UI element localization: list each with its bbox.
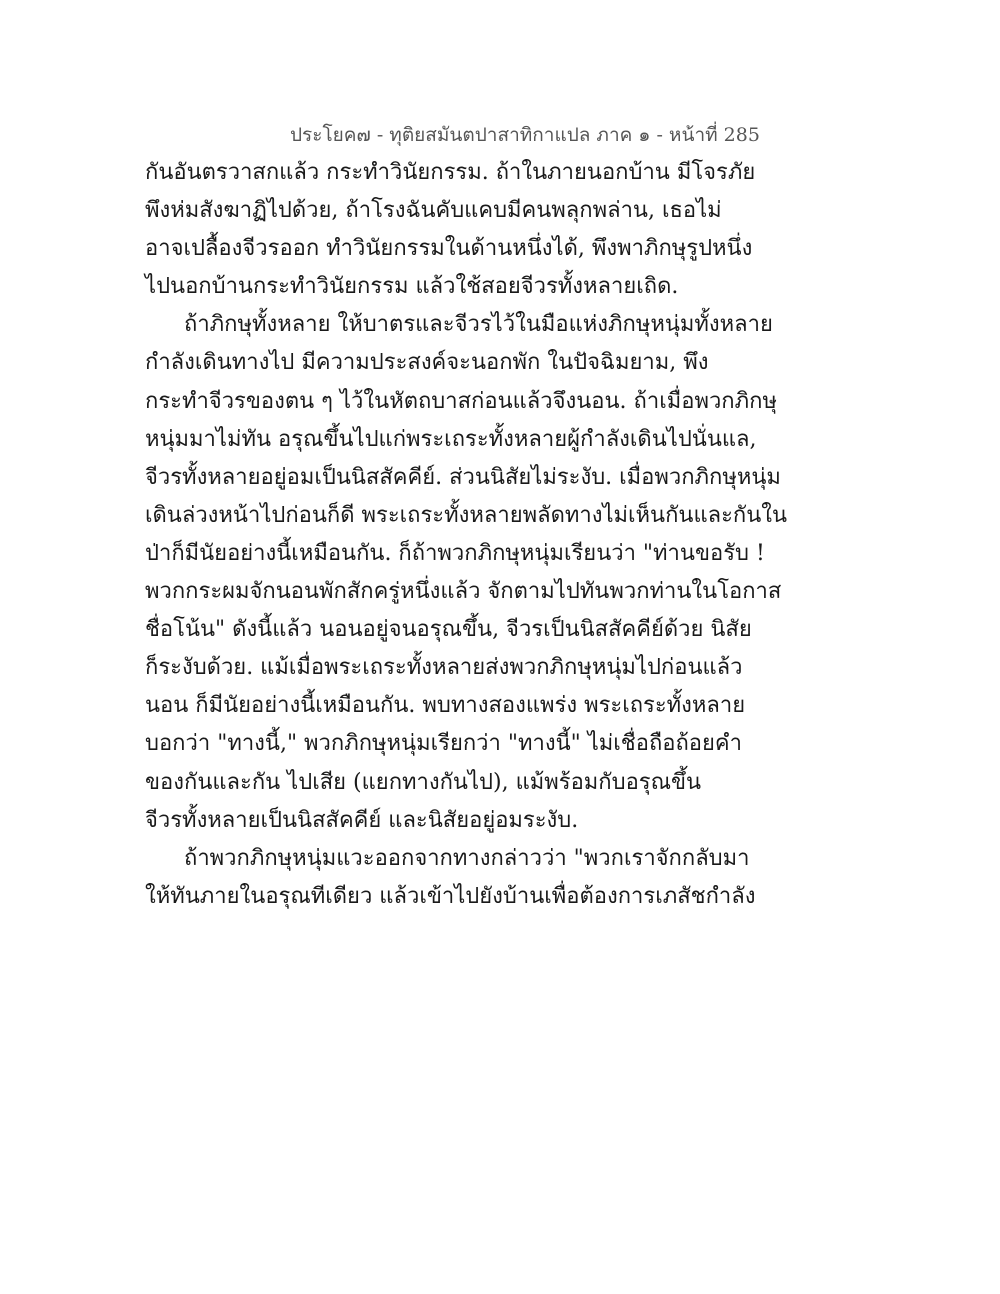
text-line: บอกว่า "ทางนี้," พวกภิกษุหนุ่มเรียกว่า "ทางนี้" ไม่เชื่อถือถ้อยคำ [145, 731, 742, 757]
text-line: นอน ก็มีนัยอย่างนี้เหมือนกัน. พบทางสองแพร่ง พระเถระทั้งหลาย [145, 693, 746, 719]
running-header: ประโยค๗ - ทุติยสมันตปาสาทิกาแปล ภาค ๑ - หน้าที่ 285 [290, 124, 760, 146]
text-line: ก็ระงับด้วย. แม้เมื่อพระเถระทั้งหลายส่งพวกภิกษุหนุ่มไปก่อนแล้ว [145, 655, 743, 681]
text-line: ของกันและกัน ไปเสีย (แยกทางกันไป), แม้พร้อมกับอรุณขึ้น [145, 769, 702, 795]
text-line: พวกกระผมจักนอนพักสักครู่หนึ่งแล้ว จักตามไปทันพวกท่านในโอกาส [145, 579, 782, 605]
text-line: อาจเปลื้องจีวรออก ทำวินัยกรรมในด้านหนึ่งได้, พึงพาภิกษุรูปหนึ่ง [145, 236, 753, 262]
text-line: กระทำจีวรของตน ๆ ไว้ในหัตถบาสก่อนแล้วจึงนอน. ถ้าเมื่อพวกภิกษุ [145, 388, 777, 414]
text-line: เดินล่วงหน้าไปก่อนก็ดี พระเถระทั้งหลายพลัดทางไม่เห็นกันและกันใน [145, 502, 788, 528]
text-line: กันอันตรวาสกแล้ว กระทำวินัยกรรม. ถ้าในภายนอกบ้าน มีโจรภัย [145, 160, 756, 185]
text-line: พึงห่มสังฆาฏิไปด้วย, ถ้าโรงฉันคับแคบมีคนพลุกพล่าน, เธอไม่ [145, 198, 722, 224]
text-line: ป่าก็มีนัยอย่างนี้เหมือนกัน. ก็ถ้าพวกภิกษุหนุ่มเรียนว่า "ท่านขอรับ ! [145, 540, 765, 566]
paragraph-start-line: ถ้าภิกษุทั้งหลาย ให้บาตรและจีวรไว้ในมือแห่งภิกษุหนุ่มทั้งหลาย [184, 312, 773, 338]
text-line: จีวรทั้งหลายอยู่อมเป็นนิสสัคคีย์. ส่วนนิสัยไม่ระงับ. เมื่อพวกภิกษุหนุ่ม [145, 464, 781, 490]
text-line: หนุ่มมาไม่ทัน อรุณขึ้นไปแก่พระเถระทั้งหลายผู้กำลังเดินไปนั่นแล, [145, 426, 757, 452]
body-text [145, 154, 788, 916]
paragraph-start-line: ถ้าพวกภิกษุหนุ่มแวะออกจากทางกล่าวว่า "พวกเราจักกลับมา [184, 845, 750, 871]
text-line: ไปนอกบ้านกระทำวินัยกรรม แล้วใช้สอยจีวรทั้งหลายเถิด. [145, 274, 679, 300]
text-line: ชื่อโน้น" ดังนี้แล้ว นอนอยู่จนอรุณขึ้น, จีวรเป็นนิสสัคคีย์ด้วย นิสัย [145, 617, 752, 643]
text-line: ให้ทันภายในอรุณทีเดียว แล้วเข้าไปยังบ้านเพื่อต้องการเภสัชกำลัง [145, 883, 756, 909]
text-line: จีวรทั้งหลายเป็นนิสสัคคีย์ และนิสัยอยู่อมระงับ. [145, 807, 579, 833]
text-line: กำลังเดินทางไป มีความประสงค์จะนอกพัก ในปัจฉิมยาม, พึง [145, 350, 709, 376]
